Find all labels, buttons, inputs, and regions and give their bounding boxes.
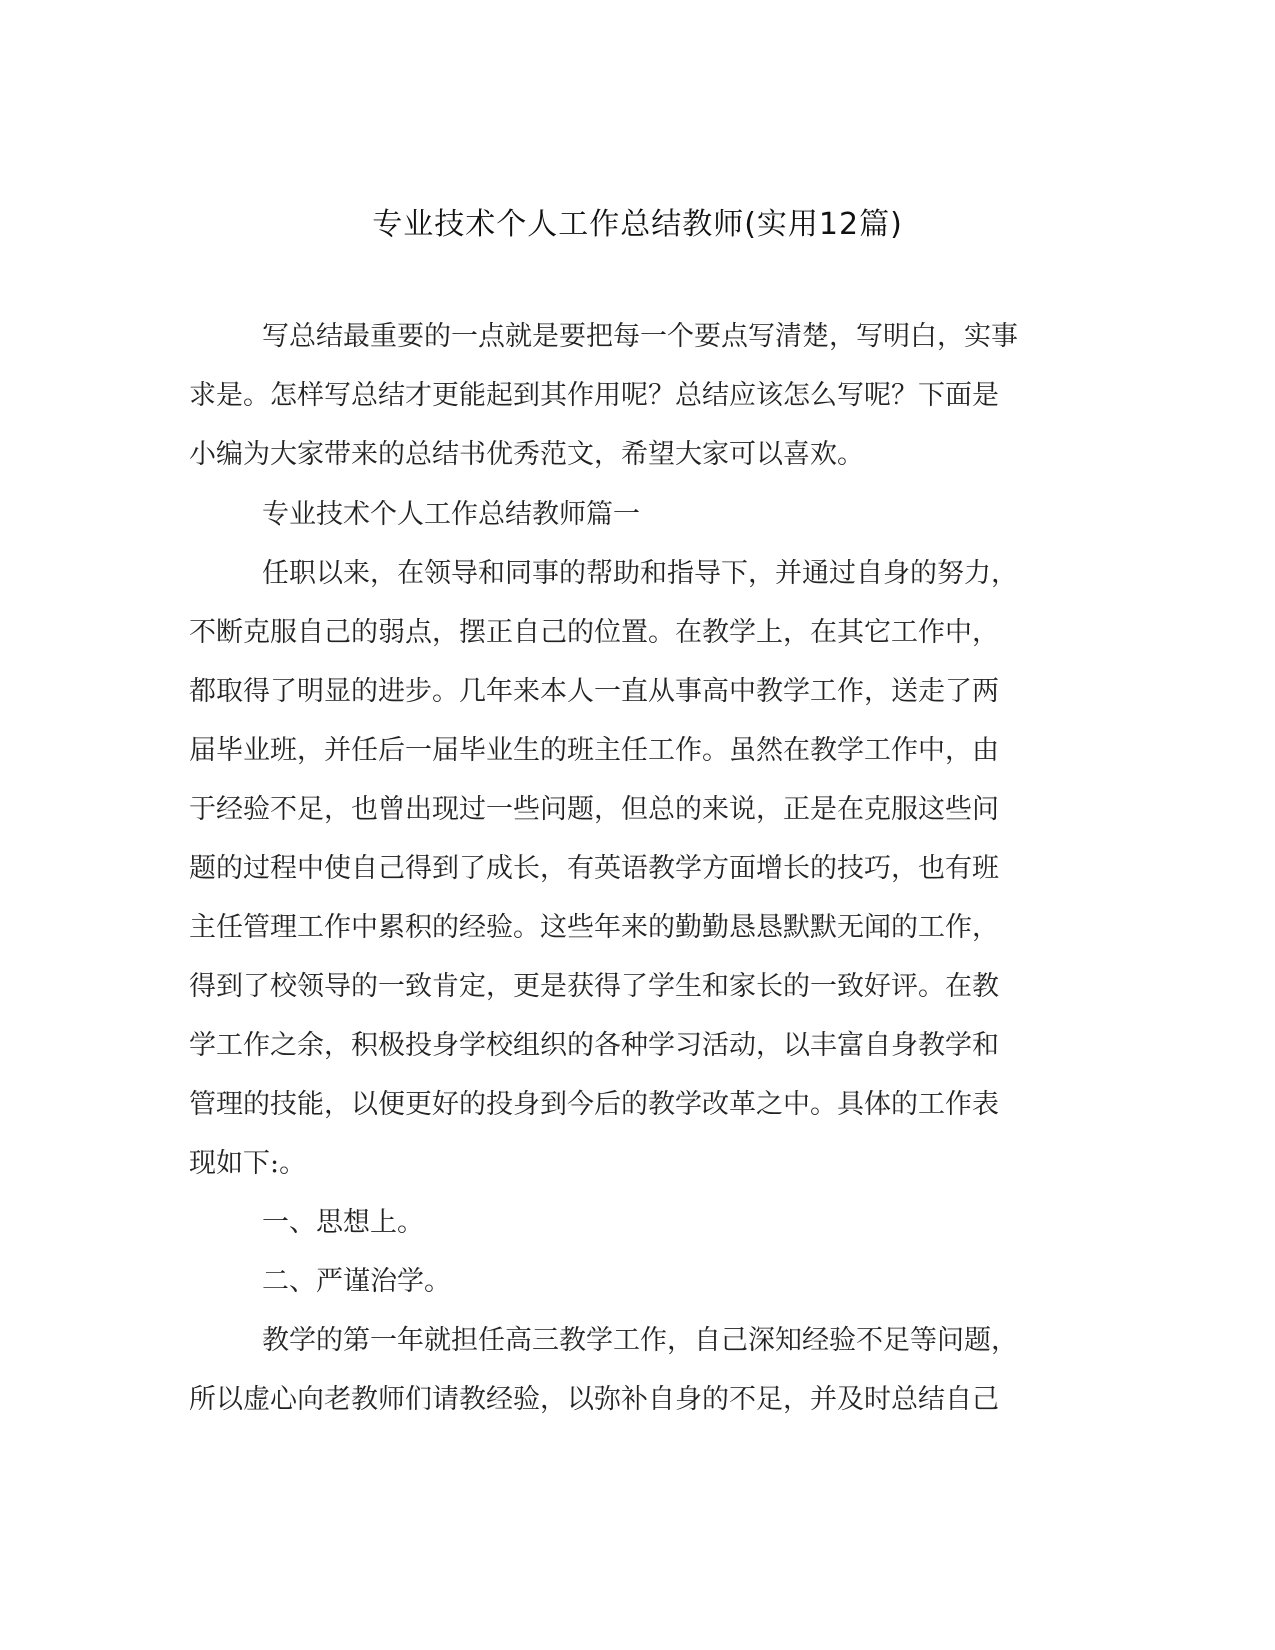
body-line-4: 届毕业班，并任后一届毕业生的班主任工作。虽然在教学工作中，由	[189, 735, 999, 766]
list-item-1: 一、思想上。	[262, 1207, 424, 1238]
body-line-9: 学工作之余，积极投身学校组织的各种学习活动，以丰富自身教学和	[189, 1030, 999, 1061]
list-item-2: 二、严谨治学。	[262, 1266, 451, 1297]
body-line-7: 主任管理工作中累积的经验。这些年来的勤勤恳恳默默无闻的工作，	[189, 912, 999, 943]
body-line-11: 现如下:。	[189, 1148, 307, 1179]
document-title: 专业技术个人工作总结教师(实用12篇)	[372, 207, 903, 242]
body-line-6: 题的过程中使自己得到了成长，有英语教学方面增长的技巧，也有班	[189, 853, 999, 884]
body-line-3: 都取得了明显的进步。几年来本人一直从事高中教学工作，送走了两	[189, 676, 999, 707]
intro-line-2: 求是。怎样写总结才更能起到其作用呢？总结应该怎么写呢？下面是	[189, 380, 999, 411]
body-line-1: 任职以来，在领导和同事的帮助和指导下，并通过自身的努力，	[262, 558, 1018, 589]
intro-line-1: 写总结最重要的一点就是要把每一个要点写清楚，写明白，实事	[262, 321, 1018, 352]
body-line-8: 得到了校领导的一致肯定，更是获得了学生和家长的一致好评。在教	[189, 971, 999, 1002]
body-line-12: 教学的第一年就担任高三教学工作，自己深知经验不足等问题，	[262, 1325, 1018, 1356]
body-line-13: 所以虚心向老教师们请教经验，以弥补自身的不足，并及时总结自己	[189, 1384, 999, 1415]
body-line-10: 管理的技能，以便更好的投身到今后的教学改革之中。具体的工作表	[189, 1089, 999, 1120]
section-heading-1: 专业技术个人工作总结教师篇一	[262, 499, 640, 530]
intro-line-3: 小编为大家带来的总结书优秀范文，希望大家可以喜欢。	[189, 439, 864, 470]
body-line-2: 不断克服自己的弱点，摆正自己的位置。在教学上，在其它工作中，	[189, 617, 999, 648]
body-line-5: 于经验不足，也曾出现过一些问题，但总的来说，正是在克服这些问	[189, 794, 999, 825]
